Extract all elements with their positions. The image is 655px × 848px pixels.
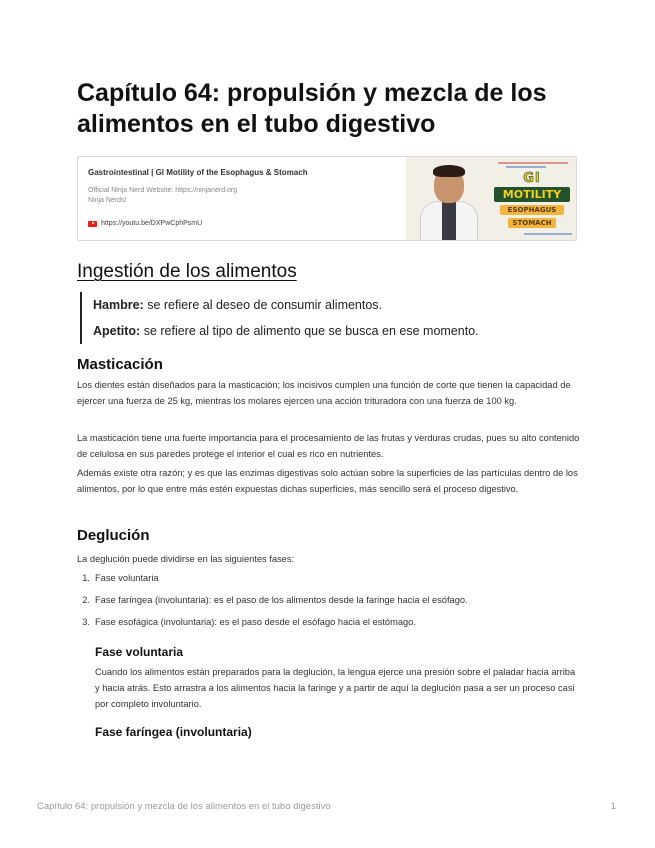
- term-apetito: Apetito:: [93, 324, 141, 338]
- list-item: 1. Fase voluntaria: [82, 573, 159, 583]
- presenter-figure: [420, 163, 478, 241]
- page-footer-title: Capítulo 64: propulsión y mezcla de los alimentos en el tubo digestivo: [37, 801, 331, 812]
- heading-deglucion: Deglución: [77, 527, 150, 544]
- bookmark-text: [88, 167, 408, 206]
- heading-fase-faringea: Fase faríngea (involuntaria): [95, 725, 252, 739]
- masticacion-paragraph-3: Además existe otra razón; y es que las enzimas digestivas solo actúan sobre la superficies de las partículas dentro de los alimentos, por lo que entre más estén expuestas dichas superficies, más sencillo será el proceso digestivo.: [77, 468, 578, 494]
- bookmark-desc-line-1: Official Ninja Nerd Website: https://ninjanerd.org: [88, 187, 238, 194]
- page-number: 1: [610, 801, 616, 812]
- thumbnail-gi-text: GI: [523, 171, 541, 186]
- thumbnail-badge: [494, 171, 570, 227]
- list-item: 2. Fase faríngea (involuntaria): es el paso de los alimentos desde la faringe hacia el esófago.: [82, 595, 468, 605]
- youtube-icon: [88, 221, 97, 227]
- video-thumbnail: [406, 157, 576, 241]
- heading-fase-voluntaria: Fase voluntaria: [95, 645, 184, 659]
- page-title: Capítulo 64: propulsión y mezcla de los alimentos en el tubo digestivo: [77, 79, 547, 138]
- list-item: 3. Fase esofágica (involuntaria): es el paso desde el esófago hacia el estómago.: [82, 617, 416, 627]
- quote-line-apetito: [93, 318, 580, 344]
- section-heading-ingestion: Ingestión de los alimentos: [77, 261, 297, 282]
- masticacion-paragraph-1: Los dientes están diseñados para la masticación; los incisivos cumplen una función de corte que tienen la capacidad de ejercer una fuerza de 25 kg, mientras los molares ejercen una acción trituradora con una fuerza de 100 kg.: [77, 380, 571, 406]
- fase-voluntaria-paragraph: Cuando los alimentos están preparados para la deglución, la lengua ejerce una presión sobre el paladar hacia arriba y hacia atrás. Esto arrastra a los alimentos hacia la faringe y a partir de aquí la deglución pasa a ser un proceso casi por completo involuntario.: [95, 667, 576, 709]
- bookmark-description: [88, 186, 408, 206]
- video-bookmark-card[interactable]: [77, 156, 577, 241]
- bookmark-link[interactable]: [88, 220, 202, 227]
- bookmark-title: Gastrointestinal | GI Motility of the Esophagus & Stomach: [88, 168, 308, 177]
- deglucion-intro: La deglución puede dividirse en las siguientes fases:: [77, 554, 295, 564]
- thumbnail-motility-text: MOTILITY: [494, 187, 570, 202]
- bookmark-url[interactable]: https://youtu.be/DXPwCphPsmU: [101, 220, 203, 227]
- term-hambre: Hambre:: [93, 298, 144, 312]
- thumbnail-stomach-text: STOMACH: [508, 218, 556, 228]
- def-hambre: se refiere al deseo de consumir alimentos.: [143, 298, 383, 312]
- definitions-quote: [80, 292, 580, 344]
- heading-masticacion: Masticación: [77, 356, 163, 373]
- quote-line-hambre: [93, 292, 580, 318]
- bookmark-desc-line-2: Ninja Nerds!: [88, 197, 127, 204]
- def-apetito: se refiere al tipo de alimento que se busca en ese momento.: [140, 324, 479, 338]
- masticacion-paragraph-2: La masticación tiene una fuerte importancia para el procesamiento de las frutas y verduras crudas, pues su alto contenido de celulosa en sus paredes protege el interior el cual es rico en nutrientes.: [77, 433, 580, 459]
- thumbnail-esophagus-text: ESOPHAGUS: [500, 205, 564, 215]
